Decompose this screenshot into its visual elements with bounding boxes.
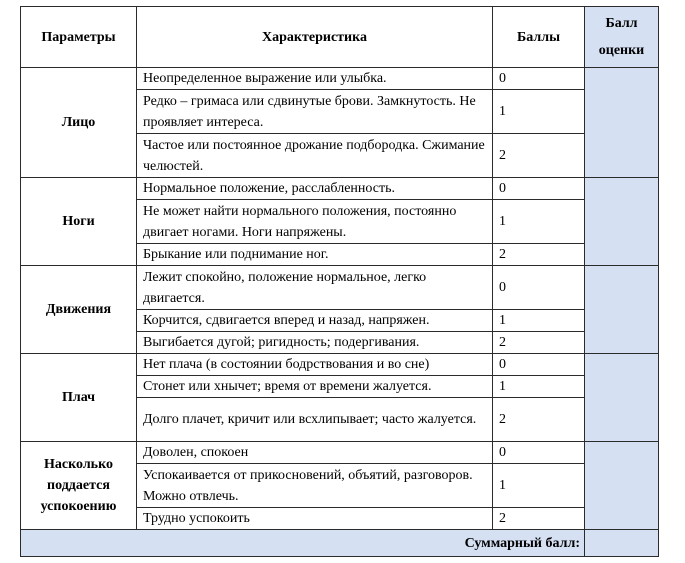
header-assessment: Балл оценки	[585, 7, 659, 68]
total-score-cell[interactable]	[585, 530, 659, 557]
table-row	[21, 266, 659, 310]
score-cell: 2	[493, 398, 585, 442]
parameter-name: Насколько поддается успокоению	[21, 442, 137, 530]
table-row	[21, 442, 659, 464]
score-cell: 2	[493, 332, 585, 354]
table-row	[21, 68, 659, 90]
characteristic-cell: Стонет или хнычет; время от времени жалуется.	[137, 376, 493, 398]
table-row	[21, 354, 659, 376]
assessment-cell[interactable]	[585, 354, 659, 442]
characteristic-cell: Нет плача (в состоянии бодрствования и во сне)	[137, 354, 493, 376]
characteristic-cell: Неопределенное выражение или улыбка.	[137, 68, 493, 90]
characteristic-cell: Трудно успокоить	[137, 508, 493, 530]
assessment-cell[interactable]	[585, 68, 659, 178]
score-cell: 1	[493, 376, 585, 398]
assessment-cell[interactable]	[585, 178, 659, 266]
characteristic-cell: Выгибается дугой; ригидность; подергивания.	[137, 332, 493, 354]
score-cell: 2	[493, 244, 585, 266]
parameter-name: Лицо	[21, 68, 137, 178]
characteristic-cell: Частое или постоянное дрожание подбородка. Сжимание челюстей.	[137, 134, 493, 178]
parameter-name: Ноги	[21, 178, 137, 266]
assessment-cell[interactable]	[585, 442, 659, 530]
score-cell: 1	[493, 464, 585, 508]
score-cell: 1	[493, 200, 585, 244]
header-characteristic: Характеристика	[137, 7, 493, 68]
header-parameters: Параметры	[21, 7, 137, 68]
score-cell: 0	[493, 178, 585, 200]
table-row	[21, 178, 659, 200]
characteristic-cell: Успокаивается от прикосновений, объятий, разговоров. Можно отвлечь.	[137, 464, 493, 508]
score-cell: 2	[493, 134, 585, 178]
header-points: Баллы	[493, 7, 585, 68]
header-row	[21, 7, 659, 68]
parameter-name: Плач	[21, 354, 137, 442]
pain-assessment-table	[20, 6, 659, 557]
assessment-cell[interactable]	[585, 266, 659, 354]
score-cell: 0	[493, 266, 585, 310]
score-cell: 1	[493, 310, 585, 332]
score-cell: 2	[493, 508, 585, 530]
score-cell: 0	[493, 68, 585, 90]
characteristic-cell: Долго плачет, кричит или всхлипывает; часто жалуется.	[137, 398, 493, 442]
characteristic-cell: Не может найти нормального положения, постоянно двигает ногами. Ноги напряжены.	[137, 200, 493, 244]
characteristic-cell: Лежит спокойно, положение нормальное, легко двигается.	[137, 266, 493, 310]
score-cell: 1	[493, 90, 585, 134]
characteristic-cell: Редко – гримаса или сдвинутые брови. Замкнутость. Не проявляет интереса.	[137, 90, 493, 134]
total-score-label: Суммарный балл:	[21, 530, 585, 557]
parameter-name: Движения	[21, 266, 137, 354]
score-cell: 0	[493, 354, 585, 376]
score-cell: 0	[493, 442, 585, 464]
characteristic-cell: Корчится, сдвигается вперед и назад, напряжен.	[137, 310, 493, 332]
characteristic-cell: Брыкание или поднимание ног.	[137, 244, 493, 266]
characteristic-cell: Доволен, спокоен	[137, 442, 493, 464]
total-row	[21, 530, 659, 557]
characteristic-cell: Нормальное положение, расслабленность.	[137, 178, 493, 200]
